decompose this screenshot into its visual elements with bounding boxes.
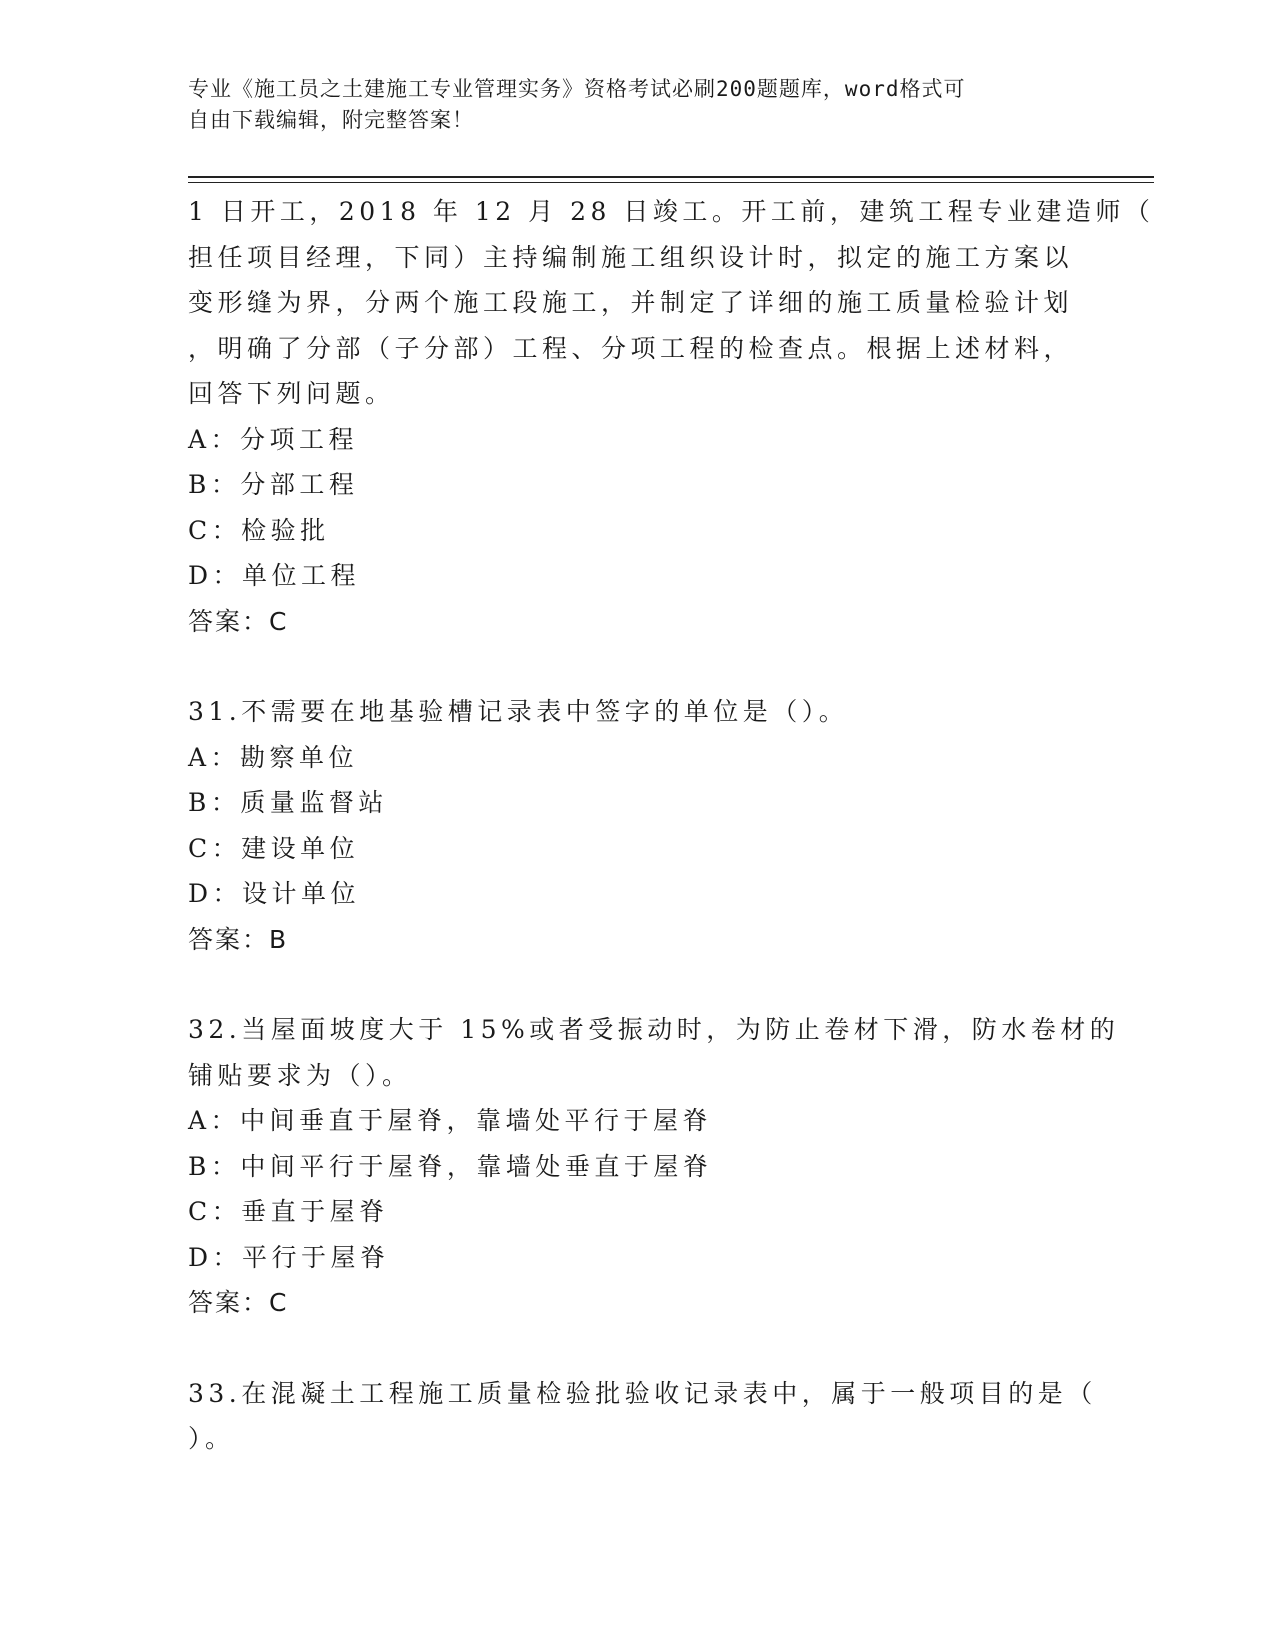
option-d: D：单位工程 — [188, 561, 361, 590]
answer-label: 答案：C — [188, 606, 289, 636]
stem-line: 1 日开工，2018 年 12 月 28 日竣工。开工前，建筑工程专业建造师（ — [188, 197, 1155, 226]
question-content — [188, 189, 1155, 1462]
stem-line: ，明确了分部（子分部）工程、分项工程的检查点。根据上述材料， — [188, 333, 1074, 363]
document-header — [188, 74, 1068, 136]
header-line-1: 专业《施工员之土建施工专业管理实务》资格考试必刷200题题库，word格式可 — [188, 77, 966, 101]
question-33 — [188, 1371, 1097, 1462]
question-stem — [188, 1371, 1097, 1462]
header-divider-thick — [188, 176, 1154, 178]
stem-line: 33.在混凝土工程施工质量检验批验收记录表中，属于一般项目的是（ — [188, 1378, 1097, 1408]
option-d: D：设计单位 — [188, 879, 361, 908]
option-a: A：分项工程 — [188, 424, 359, 454]
option-a: A：中间垂直于屋脊，靠墙处平行于屋脊 — [188, 1106, 713, 1135]
option-c: C：检验批 — [188, 515, 330, 545]
question-stem — [188, 689, 1088, 735]
option-b: B：中间平行于屋脊，靠墙处垂直于屋脊 — [188, 1151, 713, 1181]
stem-line: 铺贴要求为（）。 — [188, 1060, 412, 1090]
option-c: C：建设单位 — [188, 833, 360, 863]
question-stem — [188, 189, 1155, 417]
answer-label: 答案：C — [188, 1288, 289, 1317]
stem-line: 回答下列问题。 — [188, 379, 395, 408]
question-intro — [188, 189, 1155, 644]
option-b: B：质量监督站 — [188, 788, 388, 817]
question-32 — [188, 1007, 1120, 1326]
stem-line: 31.不需要在地基验槽记录表中签字的单位是（）。 — [188, 697, 849, 726]
stem-line: 32.当屋面坡度大于 15%或者受振动时，为防止卷材下滑，防水卷材的 — [188, 1015, 1120, 1044]
stem-line: 担任项目经理，下同）主持编制施工组织设计时，拟定的施工方案以 — [188, 242, 1074, 272]
option-c: C：垂直于屋脊 — [188, 1197, 389, 1226]
answer-label: 答案：B — [188, 924, 289, 954]
option-d: D：平行于屋脊 — [188, 1242, 390, 1272]
header-divider-thin — [188, 182, 1154, 183]
question-stem — [188, 1007, 1120, 1098]
option-b: B：分部工程 — [188, 470, 359, 499]
question-31 — [188, 689, 1088, 962]
header-line-2: 自由下载编辑，附完整答案！ — [188, 108, 474, 132]
stem-line: 变形缝为界，分两个施工段施工，并制定了详细的施工质量检验计划 — [188, 288, 1074, 317]
option-a: A：勘察单位 — [188, 742, 359, 772]
stem-line: ）。 — [188, 1424, 235, 1453]
